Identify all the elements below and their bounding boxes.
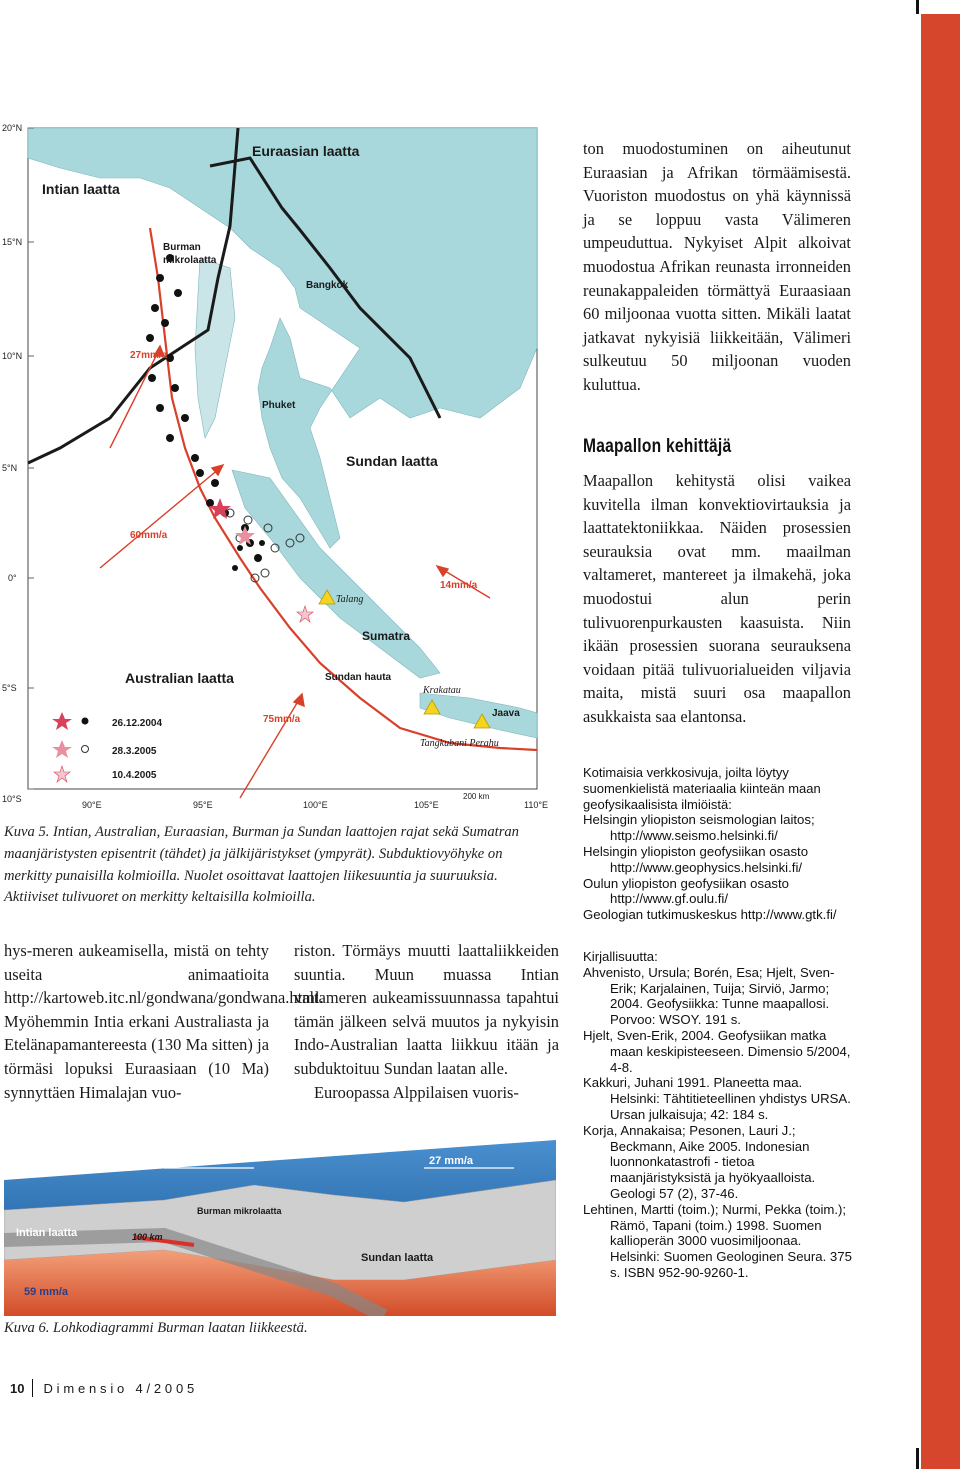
lon-label: 90°E — [82, 800, 102, 810]
label-sunda-plate: Sundan laatta — [346, 453, 438, 469]
rate-label: 75mm/a — [263, 714, 301, 725]
link-list — [583, 765, 853, 923]
link-item[interactable]: Geologian tutkimuskeskus http://www.gtk.fi/ — [583, 907, 837, 923]
reference-item: Kakkuri, Juhani 1991. Planeetta maa. Helsinki: Tähtitieteellinen yhdistys URSA. Ursan julkaisuja; 42: 184 s. — [583, 1075, 851, 1122]
lat-label: 10°N — [2, 351, 23, 361]
references-heading: Kirjallisuutta: — [583, 949, 658, 964]
paragraph: ton muodostuminen on aiheutunut Euraasian ja Afrikan törmäämisestä. Vuoriston muodostus on yhä käynnissä ja se loppuu vasta Välimeren umpeuduttua. Nykyiset Alpit alkoivat muodostua Afrikan reunasta irronneiden reunakappaleiden törmättyä Euraasiaan 60 miljoonaa vuotta sitten. Mikäli laatat jatkavat nykyisiä liikkeitään, Välimeri sulkeutuu 50 miljoonan vuoden kuluttua. — [583, 139, 851, 394]
rate-label: 66 mm/a — [159, 1154, 204, 1166]
links-heading: Kotimaisia verkkosivuja, joilta löytyy suomenkielistä materiaalia kiinteän maan geofysikaalisista ilmiöistä: — [583, 765, 821, 812]
text-column-middle — [294, 939, 559, 1104]
rate-label: 60mm/a — [130, 530, 168, 541]
label-burma-plate: Burman mikrolaatta — [197, 1206, 282, 1216]
reference-item: Hjelt, Sven-Erik, 2004. Geofysiikan matka maan keskipisteeseen. Dimensio 5/2004, 4-8. — [583, 1027, 851, 1075]
lat-label: 10°S — [2, 794, 22, 804]
label-eurasian-plate: Euraasian laatta — [252, 143, 360, 159]
legend-date: 10.4.2005 — [112, 770, 157, 781]
lat-label: 5°N — [2, 463, 18, 473]
link-item[interactable]: Helsingin yliopiston seismologian laitos; http://www.seismo.helsinki.fi/ — [583, 812, 815, 844]
paragraph: hys-meren aukeamisella, mistä on tehty useita animaatioita http://kartoweb.itc.nl/gondwana/gondwana.html. Myöhemmin Intia erkani Australiasta ja Etelänapamantereesta (130 Ma sitten) ja törmäsi lopuksi Euraasiaan (10 Ma) synnyttäen Himalajan vuo- — [4, 941, 324, 1102]
label-phuket: Phuket — [262, 400, 296, 411]
label-talang: Talang — [336, 594, 364, 605]
rate-label: 27 mm/a — [429, 1155, 474, 1167]
lon-label: 110°E — [524, 800, 548, 810]
text-column-left — [4, 939, 324, 1104]
lat-label: 15°N — [2, 237, 23, 247]
figure-caption-6: Kuva 6. Lohkodiagrammi Burman laatan liikkeestä. — [4, 1320, 308, 1336]
figure-caption-5: Kuva 5. Intian, Australian, Euraasian, Burman ja Sundan laattojen rajat sekä Sumatran maanjäristysten episentrit (tähdet) ja jälkijäristykset (ympyrät). Subduktiovyöhyke on merkitty punaisilla kolmioilla. Nuolet osoittavat laattojen liikesuuntia ja suuruuksia. Aktiiviset tulivuoret on merkitty keltaisilla kolmioilla. — [4, 824, 519, 906]
crop-mark — [916, 1448, 919, 1469]
page-number: 10 — [10, 1380, 25, 1396]
label-indian-plate: Intian laatta — [42, 181, 120, 197]
lat-label: 20°N — [2, 123, 23, 133]
label-scale: 200 km — [463, 792, 490, 801]
tectonic-map — [0, 118, 560, 818]
rate-label: 27mm/a — [130, 350, 168, 361]
rate-label: 14mm/a — [440, 580, 478, 591]
label-krakatau: Krakatau — [423, 685, 461, 696]
paragraph: riston. Törmäys muutti laattaliikkeiden suuntia. Muun muassa Intian valtameren aukeamissuunnassa tapahtui tämän jälkeen selvä muutos ja nykyisin Indo-Australian laatta liikkuu itään ja subduktoituu Sundan laatan alle. — [294, 941, 559, 1078]
reference-item: Korja, Annakaisa; Pesonen, Lauri J.; Beckmann, Aike 2005. Indonesian luonnonkatastrofi - tietoa maanjäristyksistä ja hyökyaalloista. Geologi 57 (2), 37-46. — [583, 1122, 816, 1201]
label-bangkok: Bangkok — [306, 280, 349, 291]
reference-item: Ahvenisto, Ursula; Borén, Esa; Hjelt, Sven-Erik; Karjalainen, Tuija; Sirviö, Jarmo; 2004. Geofysiikka: Tunne maapallosi. Porvoo: WSOY. 191 s. — [583, 964, 835, 1028]
label-sumatra: Sumatra — [362, 629, 411, 643]
footer-divider — [32, 1379, 33, 1397]
label-burma: Burman — [163, 242, 201, 253]
lat-label: 5°S — [2, 683, 17, 693]
reference-item: Lehtinen, Martti (toim.); Nurmi, Pekka (toim.); Rämö, Tapani (toim.) 1998. Suomen kallioperän 3000 vuosimiljoonaa. Helsinki: Suomen Geologinen Seura. 375 s. ISBN 952-90-9260-1. — [583, 1201, 852, 1280]
lon-label: 105°E — [414, 800, 439, 810]
red-margin-bar — [921, 14, 960, 1469]
label-java: Jaava — [492, 708, 520, 719]
magazine-name: Dimensio 4/2005 — [43, 1380, 199, 1396]
lon-label: 100°E — [303, 800, 328, 810]
text-column-right — [583, 137, 851, 397]
page-footer — [10, 1379, 198, 1397]
label-depth: 100 km — [132, 1232, 163, 1242]
paragraph: Maapallon kehitystä olisi vaikea kuvitella ilman konvektiovirtauksia ja laattatektoniikkaa. Näiden prosessien seurauksia ovat mm. maailman valtameret, mantereet ja ilmakehä, joka muodostui alun perin tulivuorenpurkausten kaasuista. Niin ikään prosessien suorana seurauksena voidaan pitää tulivuorialueiden viljavia maita, mistä suuri osa maapallon asukkaista saa elantonsa. — [583, 471, 851, 726]
paragraph: Euroopassa Alppilaisen vuoris- — [314, 1082, 519, 1102]
legend-date: 26.12.2004 — [112, 718, 163, 729]
legend-date: 28.3.2005 — [112, 746, 157, 757]
rate-label: 59 mm/a — [24, 1286, 69, 1298]
lat-label: 0° — [8, 573, 17, 583]
label-tangkuban: Tangkubani Perahu — [420, 738, 499, 749]
crop-mark — [916, 0, 919, 14]
text-column-right-2 — [583, 469, 851, 729]
label-indian-plate: Intian laatta — [16, 1227, 78, 1239]
label-sunda-trench: Sundan hauta — [325, 672, 392, 683]
lon-label: 95°E — [193, 800, 213, 810]
link-item[interactable]: Helsingin yliopiston geofysiikan osasto http://www.geophysics.helsinki.fi/ — [583, 843, 809, 875]
block-diagram — [4, 1140, 556, 1316]
section-heading: Maapallon kehittäjä — [583, 436, 732, 457]
label-sunda-plate: Sundan laatta — [361, 1252, 434, 1264]
label-australian-plate: Australian laatta — [125, 670, 234, 686]
link-item[interactable]: Oulun yliopiston geofysiikan osasto http://www.gf.oulu.fi/ — [583, 875, 789, 907]
reference-list — [583, 949, 853, 1281]
label-burma-2: mikrolaatta — [163, 255, 217, 266]
